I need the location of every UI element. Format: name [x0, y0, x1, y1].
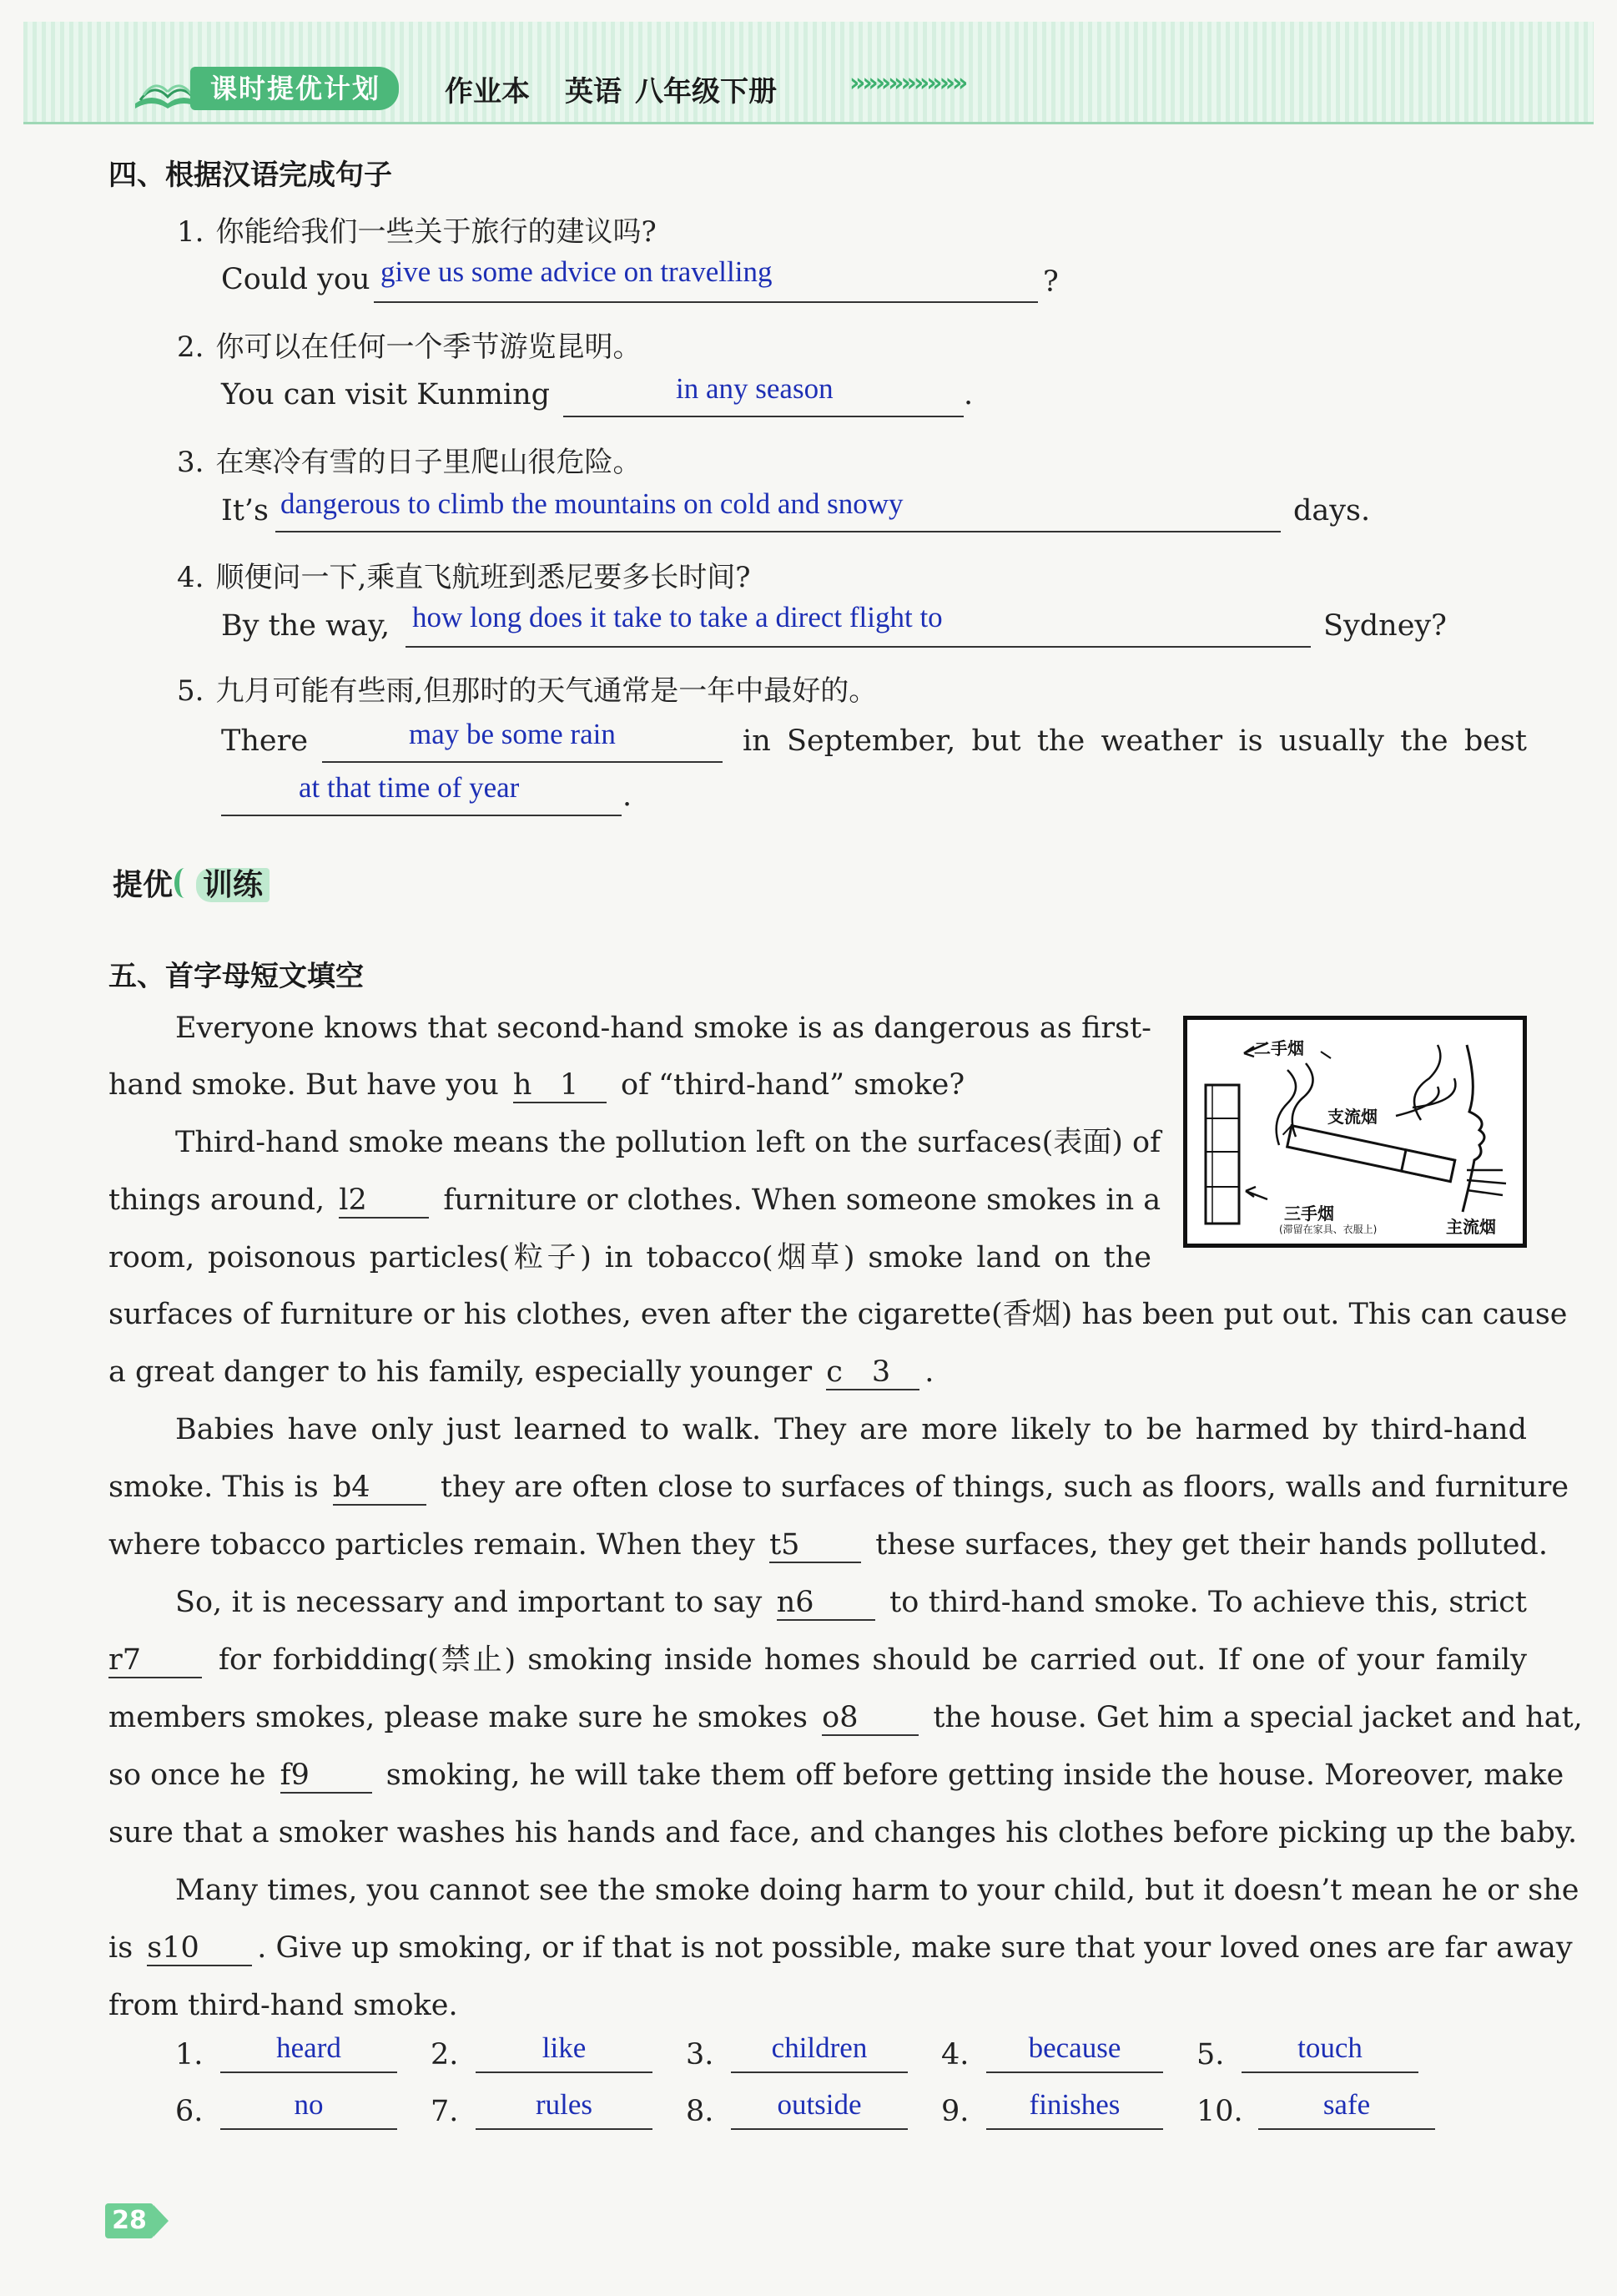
subject-label: 英语 — [565, 75, 622, 108]
handwritten-answer: rules — [535, 2088, 593, 2121]
section4-item3-chinese — [177, 439, 641, 480]
answer-number: 1. — [175, 2038, 204, 2071]
english-prefix: By the way, — [221, 609, 390, 643]
passage-line: from third-hand smoke. — [108, 1989, 458, 2022]
answer-cell[interactable] — [686, 2031, 911, 2078]
passage-line — [108, 1640, 1527, 1680]
answer-line — [986, 2071, 1163, 2073]
answer-cell[interactable] — [941, 2088, 1166, 2135]
english-suffix: . — [964, 378, 974, 411]
gap-number: 3 — [871, 1355, 891, 1389]
smoke-illustration — [1183, 1016, 1527, 1248]
english-suffix: . — [622, 780, 632, 813]
passage-line: Many times, you cannot see the smoke doing harm to your child, but it doesn’t mean he or she — [175, 1874, 1579, 1907]
english-prefix: There — [221, 724, 309, 758]
text-span: a great danger to his family, especially younger — [108, 1355, 813, 1389]
item-number: 2. — [177, 331, 204, 364]
section5-title: 五、首字母短文填空 — [108, 960, 364, 993]
chinese-sentence: 顺便问一下,乘直飞航班到悉尼要多长时间? — [215, 561, 751, 594]
gap-number: 5 — [781, 1528, 800, 1562]
answer-line — [476, 2128, 652, 2130]
passage-line: sure that a smoker washes his hands and face, and changes his clothes before picking up the baby. — [108, 1816, 1578, 1849]
handwritten-answer: children — [771, 2031, 868, 2064]
text-span: they are often close to surfaces of things, such as floors, walls and furniture — [441, 1471, 1569, 1504]
brand-label: 课时提优计划 — [190, 67, 399, 110]
gap-8[interactable] — [822, 1701, 919, 1736]
section4-item1-chinese — [177, 209, 657, 250]
english-suffix: days. — [1293, 494, 1371, 527]
page-header — [23, 22, 1594, 124]
answer-number: 10. — [1196, 2095, 1243, 2128]
english-middle: in September, but the weather is usually the best — [743, 724, 1527, 758]
gap-letter: n — [776, 1586, 796, 1619]
handwritten-answer: outside — [777, 2088, 862, 2121]
gap-10[interactable] — [147, 1931, 252, 1966]
page-arrow-icon — [154, 2205, 169, 2237]
answer-line — [476, 2071, 652, 2073]
gap-letter: c — [826, 1355, 843, 1389]
english-suffix: ? — [1043, 265, 1059, 299]
answer-line — [1258, 2128, 1435, 2130]
gap-letter: t — [769, 1528, 782, 1562]
chinese-sentence: 你能给我们一些关于旅行的建议吗? — [215, 215, 657, 249]
third-hand-label: 三手烟 — [1284, 1204, 1334, 1224]
answer-line — [986, 2128, 1163, 2130]
gap-number: 1 — [560, 1068, 579, 1102]
swirl-icon — [174, 868, 194, 898]
gap-letter: s — [147, 1931, 163, 1965]
passage-line — [108, 1698, 1583, 1738]
header-title — [445, 68, 812, 109]
handwritten-answer: like — [542, 2031, 587, 2064]
passage-line: room, poisonous particles(粒子) in tobacco(烟草) smoke land on the — [108, 1241, 1151, 1274]
gap-5[interactable] — [769, 1528, 861, 1563]
handwritten-answer: safe — [1322, 2088, 1371, 2121]
answer-cell[interactable] — [1196, 2088, 1438, 2135]
item-number: 1. — [177, 215, 204, 249]
text-span: the house. Get him a special jacket and hat, — [933, 1701, 1583, 1734]
answer-number: 5. — [1196, 2038, 1225, 2071]
text-span: . Give up smoking, or if that is not possible, make sure that your loved ones are far away — [257, 1931, 1573, 1965]
workbook-label: 作业本 — [445, 75, 530, 108]
answer-cell[interactable] — [941, 2031, 1166, 2078]
text-span: So, it is necessary and important to say — [175, 1586, 763, 1619]
handwritten-answer: how long does it take to take a direct flight to — [412, 601, 943, 633]
text-span: for forbidding(禁止) smoking inside homes should be carried out. If one of your family — [219, 1643, 1527, 1677]
handwritten-answer: finishes — [1029, 2088, 1121, 2121]
text-span: things around, — [108, 1183, 325, 1217]
side-stream-label: 支流烟 — [1327, 1107, 1378, 1127]
gap-6[interactable] — [777, 1586, 875, 1621]
gap-letter: l — [339, 1183, 349, 1217]
gap-number: 4 — [351, 1471, 370, 1504]
item-number: 3. — [177, 446, 204, 479]
main-stream-label: 主流烟 — [1446, 1217, 1496, 1237]
page-number: 28 — [105, 2203, 154, 2238]
gap-letter: b — [332, 1471, 352, 1504]
training-label-part1: 提优 — [113, 868, 174, 902]
gap-4[interactable] — [333, 1471, 426, 1506]
text-span: hand smoke. But have you — [108, 1068, 499, 1102]
answer-line — [1242, 2071, 1418, 2073]
text-span: these surfaces, they get their hands polluted. — [875, 1528, 1548, 1562]
text-span: where tobacco particles remain. When they — [108, 1528, 755, 1562]
handwritten-answer: dangerous to climb the mountains on cold and snowy — [280, 487, 904, 520]
english-prefix: It’s — [221, 494, 269, 527]
text-span: smoke. This is — [108, 1471, 319, 1504]
handwritten-answer: heard — [276, 2031, 341, 2064]
handwritten-answer: may be some rain — [409, 718, 616, 750]
handwritten-answer: give us some advice on travelling — [380, 255, 773, 288]
text-span: so once he — [108, 1759, 266, 1792]
passage-line — [108, 1180, 1161, 1220]
answer-cell[interactable] — [431, 2031, 656, 2078]
text-span: of “third-hand” smoke? — [621, 1068, 965, 1102]
gap-letter: r — [108, 1643, 123, 1677]
section4-item2-chinese — [177, 324, 641, 365]
training-label-part2: 训练 — [196, 868, 270, 902]
gap-3[interactable] — [826, 1355, 919, 1390]
passage-line — [108, 1755, 1564, 1795]
section4-item4-chinese — [177, 554, 751, 595]
chinese-sentence: 在寒冷有雪的日子里爬山很危险。 — [215, 446, 642, 479]
answer-line — [731, 2071, 908, 2073]
answer-line — [220, 2128, 397, 2130]
handwritten-answer: touch — [1297, 2031, 1363, 2064]
handwritten-answer: no — [294, 2088, 324, 2121]
passage-line — [108, 1928, 1573, 1968]
gap-letter: f — [280, 1759, 291, 1792]
gap-number: 7 — [122, 1643, 142, 1677]
answer-number: 9. — [941, 2095, 970, 2128]
text-span: . — [924, 1355, 934, 1389]
gap-letter: o — [822, 1701, 840, 1734]
answer-number: 6. — [175, 2095, 204, 2128]
grade-label: 八年级下册 — [635, 75, 777, 108]
passage-line — [108, 1065, 1151, 1105]
gap-number: 10 — [162, 1931, 199, 1965]
text-span: members smokes, please make sure he smokes — [108, 1701, 808, 1734]
handwritten-answer: in any season — [676, 372, 834, 405]
handwritten-answer: because — [1028, 2031, 1121, 2064]
gap-number: 2 — [348, 1183, 367, 1217]
answer-number: 4. — [941, 2038, 970, 2071]
gap-7[interactable] — [108, 1643, 202, 1678]
answer-number: 8. — [686, 2095, 714, 2128]
answer-cell[interactable] — [431, 2088, 656, 2135]
third-hand-note: (滞留在家具、衣服上) — [1279, 1224, 1378, 1235]
training-title — [113, 861, 270, 908]
gap-2[interactable] — [339, 1183, 429, 1219]
item-number: 4. — [177, 561, 204, 594]
passage-line — [108, 1525, 1548, 1565]
passage-line: Everyone knows that second-hand smoke is as dangerous as first- — [175, 1012, 1151, 1045]
passage-line: surfaces of furniture or his clothes, even after the cigarette(香烟) has been put out. This can cause — [108, 1298, 1568, 1331]
passage-line: Babies have only just learned to walk. They are more likely to be harmed by third-hand — [175, 1413, 1527, 1446]
gap-number: 8 — [839, 1701, 859, 1734]
smoke-drawing — [1187, 1020, 1523, 1244]
english-suffix: Sydney? — [1323, 609, 1447, 643]
answer-line — [731, 2128, 908, 2130]
answer-number: 7. — [431, 2095, 459, 2128]
gap-1[interactable] — [513, 1068, 607, 1103]
text-span: is — [108, 1931, 133, 1965]
answer-cell[interactable] — [1196, 2031, 1422, 2078]
english-prefix: Could you — [221, 263, 370, 296]
passage-line: Third-hand smoke means the pollution left on the surfaces(表面) of — [175, 1126, 1161, 1159]
answer-number: 2. — [431, 2038, 459, 2071]
second-hand-label: 二手烟 — [1254, 1038, 1304, 1058]
gap-letter: h — [512, 1068, 532, 1102]
chinese-sentence: 九月可能有些雨,但那时的天气通常是一年中最好的。 — [215, 674, 878, 708]
text-span: furniture or clothes. When someone smokes in a — [443, 1183, 1161, 1217]
answer-cell[interactable] — [175, 2031, 400, 2078]
section4-item5-chinese — [177, 668, 877, 709]
text-span: smoking, he will take them off before getting inside the house. Moreover, make — [385, 1759, 1564, 1792]
passage-line — [108, 1582, 1527, 1622]
chinese-sentence: 你可以在任何一个季节游览昆明。 — [215, 331, 642, 364]
passage-line — [108, 1352, 1527, 1392]
section4-title: 四、根据汉语完成句子 — [108, 159, 392, 192]
gap-9[interactable] — [280, 1759, 372, 1794]
answer-number: 3. — [686, 2038, 714, 2071]
gap-number: 9 — [290, 1759, 310, 1792]
handwritten-answer: at that time of year — [299, 771, 520, 804]
item-number: 5. — [177, 674, 204, 708]
answer-cell[interactable] — [686, 2088, 911, 2135]
gap-number: 6 — [795, 1586, 814, 1619]
chevron-arrows-icon: »»»»»»»»» — [849, 68, 965, 98]
passage-line — [108, 1467, 1569, 1507]
english-prefix: You can visit Kunming — [221, 378, 551, 411]
answer-line — [220, 2071, 397, 2073]
text-span: to third-hand smoke. To achieve this, strict — [889, 1586, 1527, 1619]
answer-cell[interactable] — [175, 2088, 400, 2135]
